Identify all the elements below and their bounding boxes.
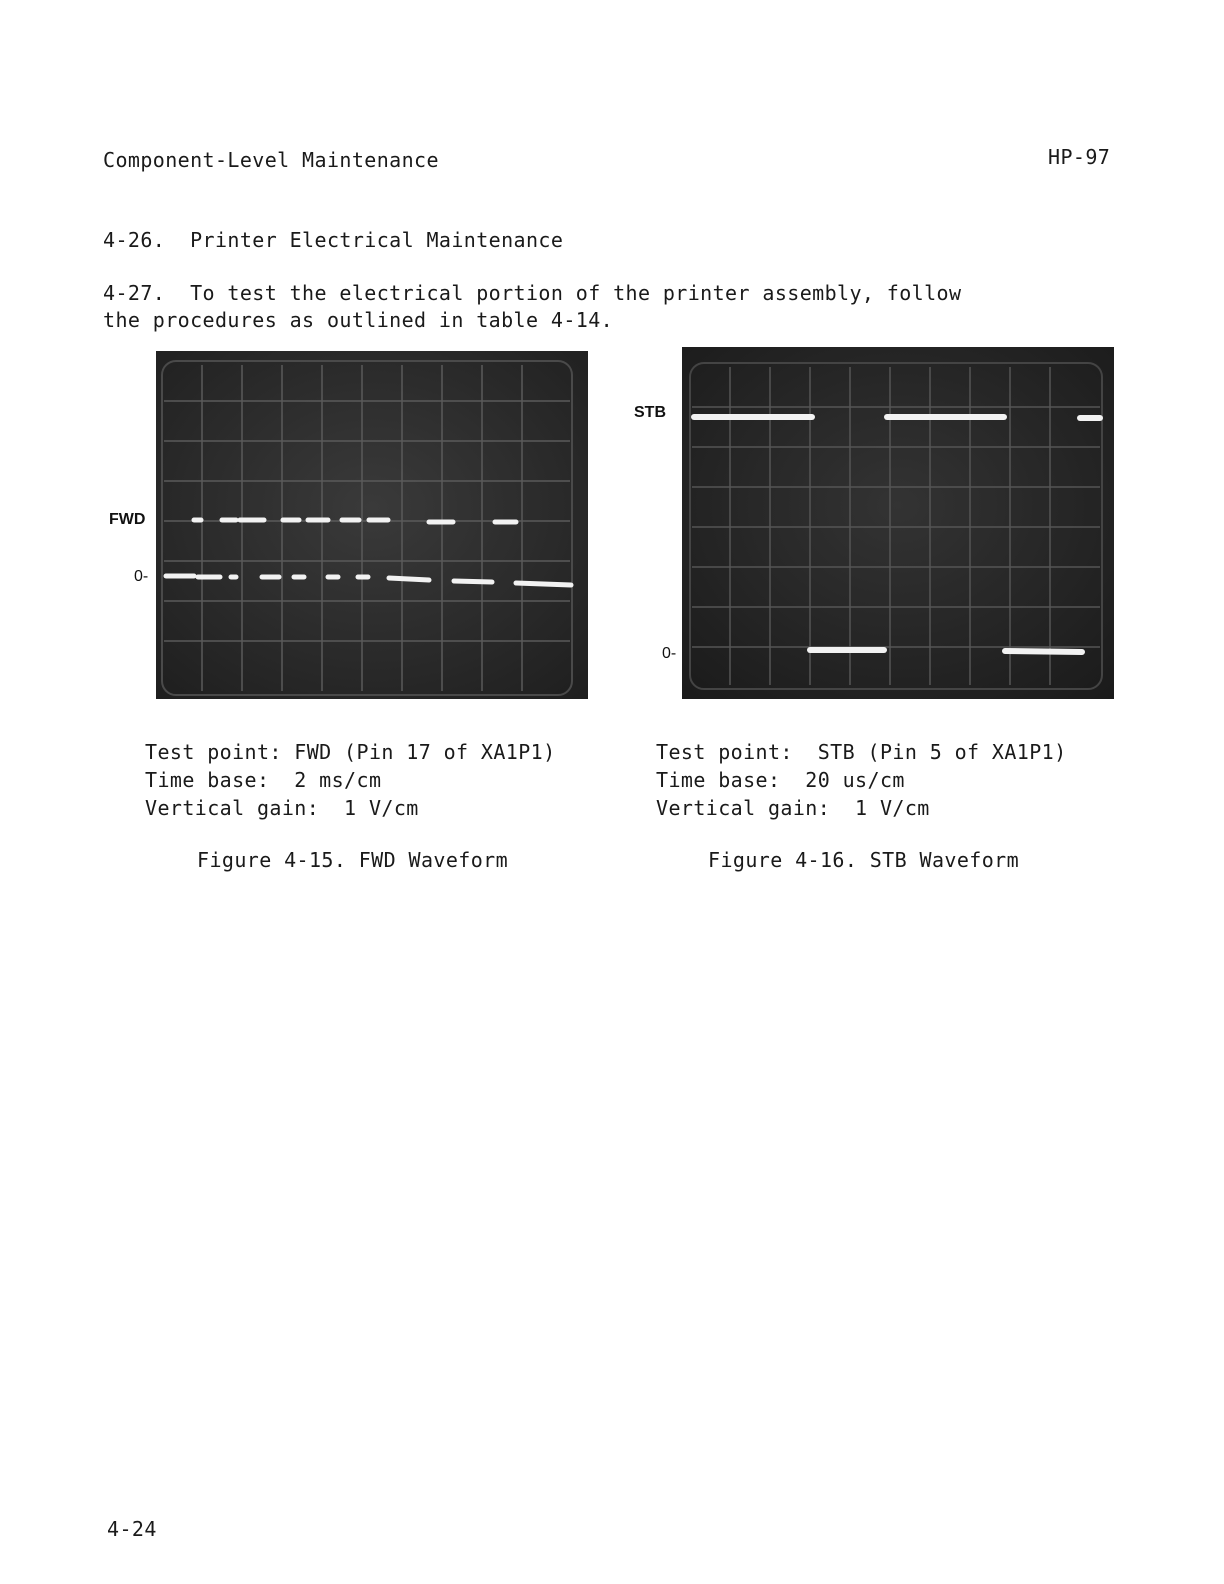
stb-waveform-graphic — [682, 347, 1114, 699]
stb-zero-label: 0- — [662, 645, 677, 662]
stb-oscilloscope-photo — [682, 347, 1114, 699]
paragraph-line-1: 4-27. To test the electrical portion of the printer assembly, follow — [103, 281, 962, 305]
section-paragraph — [103, 280, 1033, 334]
stb-parameters — [656, 738, 1067, 822]
fwd-test-point: Test point: FWD (Pin 17 of XA1P1) — [145, 740, 556, 764]
stb-time-base: Time base: 20 us/cm — [656, 768, 905, 792]
figure-4-15-caption: Figure 4-15. FWD Waveform — [197, 848, 509, 872]
running-header-title: Component-Level Maintenance — [103, 148, 439, 172]
page-number: 4-24 — [107, 1517, 157, 1541]
section-heading: 4-26. Printer Electrical Maintenance — [103, 228, 564, 252]
stb-trace-label: STB — [634, 404, 666, 421]
paragraph-line-2: the procedures as outlined in table 4-14. — [103, 308, 614, 332]
running-header-model: HP-97 — [1048, 145, 1111, 169]
figure-4-16-caption: Figure 4-16. STB Waveform — [708, 848, 1020, 872]
stb-vertical-gain: Vertical gain: 1 V/cm — [656, 796, 930, 820]
fwd-time-base: Time base: 2 ms/cm — [145, 768, 382, 792]
fwd-waveform-graphic — [156, 351, 588, 699]
fwd-zero-label: 0- — [134, 568, 149, 585]
fwd-trace-label: FWD — [109, 511, 146, 528]
fwd-vertical-gain: Vertical gain: 1 V/cm — [145, 796, 419, 820]
fwd-oscilloscope-photo — [156, 351, 588, 699]
fwd-parameters — [145, 738, 556, 822]
stb-test-point: Test point: STB (Pin 5 of XA1P1) — [656, 740, 1067, 764]
